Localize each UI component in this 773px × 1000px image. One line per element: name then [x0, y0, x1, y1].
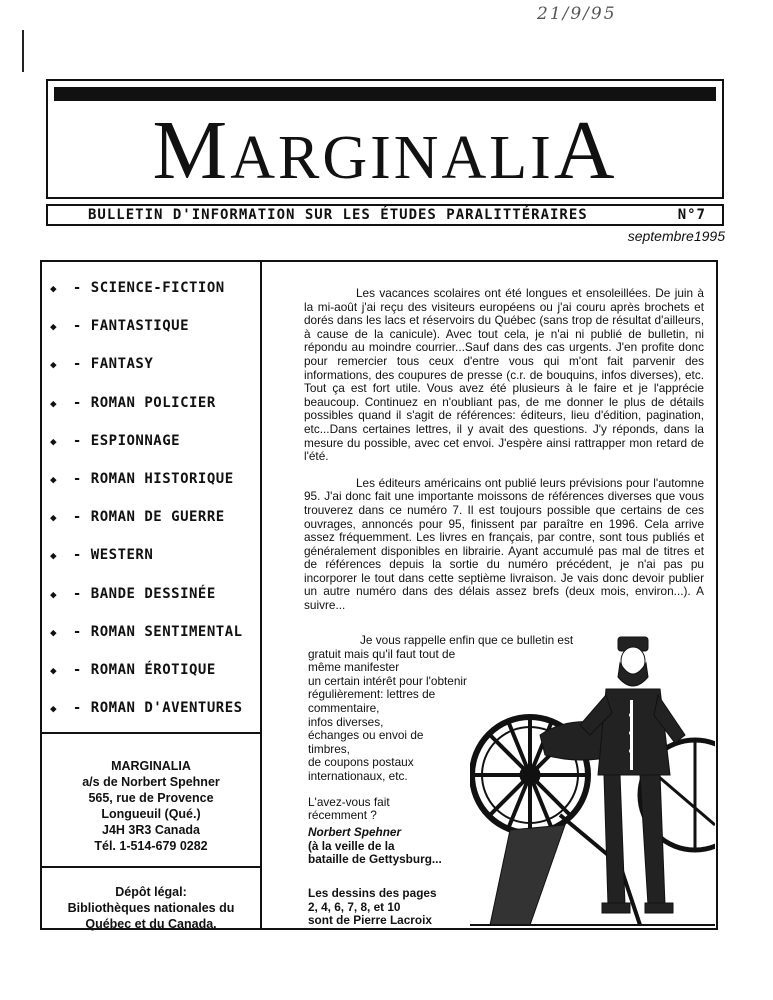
diamond-bullet-icon: ◆: [50, 549, 58, 563]
address-block: [40, 732, 262, 860]
diamond-bullet-icon: ◆: [50, 511, 58, 525]
handwritten-date: 21/9/95: [537, 4, 617, 24]
masthead-bar: [54, 87, 716, 101]
issue-number: N°7: [677, 207, 706, 223]
genre-item: [50, 433, 243, 471]
address-line: Longueuil (Qué.): [101, 807, 201, 821]
genre-label: - ROMAN SENTIMENTAL: [64, 623, 243, 640]
genre-label: - SCIENCE-FICTION: [64, 280, 225, 296]
issue-date: septembre1995: [627, 228, 725, 244]
diamond-bullet-icon: ◆: [50, 663, 58, 677]
credit-line: 2, 4, 6, 7, 8, et 10: [308, 899, 401, 914]
note-line: régulièrement: lettres de: [308, 687, 436, 702]
note-line: de coupons postaux: [308, 755, 414, 770]
note-line: timbres,: [308, 741, 350, 756]
genre-label: - ROMAN HISTORIQUE: [64, 470, 234, 487]
note-line: échanges ou envoi de: [308, 728, 424, 743]
genre-label: - FANTASY: [64, 356, 154, 373]
diamond-bullet-icon: ◆: [50, 434, 58, 448]
note-line: internationaux, etc.: [308, 768, 408, 783]
subtitle: BULLETIN D'INFORMATION SUR LES ÉTUDES PARALITTÉRAIRES: [88, 207, 588, 223]
genre-item: [50, 509, 243, 547]
address-line: a/s de Norbert Spehner: [82, 775, 220, 789]
illustration-credits: [308, 887, 437, 928]
genre-label: - ESPIONNAGE: [64, 432, 181, 449]
signature-name: Norbert Spehner: [308, 825, 402, 839]
depot-line: Bibliothèques nationales du: [67, 901, 235, 915]
note-line: infos diverses,: [308, 714, 384, 729]
genre-list: [50, 280, 243, 738]
address-line: J4H 3R3 Canada: [102, 823, 200, 837]
paragraph: Les vacances scolaires ont été longues et ensoleillées. De juin à la mi-août j'ai reçu des visiteurs européens ou j'ai couru après brochets et dorés dans les lacs et réservoirs du Québec (sans trop de résultat d'ailleurs, à cause de la canicule). Avec tout cela, je n'ai ni publié de bulletin, ni répondu au moindre courrier...Sauf dans des cas urgents. J'en profite donc pour remercier tous ceux d'entre vous qui m'ont fait parvenir des informations, des coupures de presse (c.r. de bouquins, infos diverses), etc. Tout ça est fort utile. Vous avez été plusieurs à le faire et je l'apprécie beaucoup. Continuez en n'oubliant pas, de me donner le plus de détails possibles quand il s'agit de références: éditeurs, lieu d'édition, pagination, etc...Dans certaines lettres, il y avait des questions. J'y réponds, dans la mesure du possible, avec cet envoi. J'espère ainsi rattrapper mon retard de l'été.: [304, 286, 704, 464]
diamond-bullet-icon: ◆: [50, 472, 58, 486]
note-line: Je vous rappelle enfin que ce bulletin est: [360, 633, 574, 647]
diamond-bullet-icon: ◆: [50, 587, 58, 601]
address-line: 565, rue de Provence: [88, 791, 214, 805]
genre-label: - ROMAN D'AVENTURES: [64, 700, 243, 717]
genre-item: [50, 547, 243, 585]
note-line: un certain intérêt pour l'obtenir: [308, 673, 467, 688]
diamond-bullet-icon: ◆: [50, 358, 58, 372]
soldier-cannon-illustration: [470, 625, 715, 930]
depot-line: Québec et du Canada.: [85, 917, 217, 931]
genre-label: - ROMAN POLICIER: [64, 394, 216, 411]
diamond-bullet-icon: ◆: [50, 702, 58, 716]
genre-item: [50, 318, 243, 356]
genre-item: [50, 586, 243, 624]
genre-label: - BANDE DESSINÉE: [64, 585, 216, 602]
credit-line: sont de Pierre Lacroix: [308, 913, 432, 928]
address-line: MARGINALIA: [111, 759, 191, 773]
genre-item: [50, 471, 243, 509]
genre-item: [50, 280, 243, 318]
genre-label: - WESTERN: [64, 547, 154, 564]
diamond-bullet-icon: ◆: [50, 282, 58, 295]
genre-item: [50, 662, 243, 700]
diamond-bullet-icon: ◆: [50, 396, 58, 410]
paragraph: Les éditeurs américains ont publié leurs prévisions pour l'automne 95. J'ai donc fait une importante moissons de références diverses que vous trouverez dans ce numéro 7. Il est toujours possible que certains de ces ouvrages, annoncés pour 95, finissent par paraître en 1996. Cela arrive assez fréquemment. Les livres en français, par contre, sont tous publiés et généralement disponibles en librairie. Ayant accumulé pas mal de titres et de références depuis la sortie du numéro précédent, je n'ai pas pu incorporer le tout dans cette septième livraison. Je vais donc devoir publier un autre numéro dans des délais assez brefs (deux mois, environ...). A suivre...: [304, 475, 704, 613]
note-line: gratuit mais qu'il faut tout de même manifester: [308, 646, 456, 675]
credit-line: Les dessins des pages: [308, 886, 437, 900]
signature-block: [308, 826, 442, 867]
editorial-text: [304, 287, 704, 626]
diamond-bullet-icon: ◆: [50, 625, 58, 639]
genre-label: - ROMAN ÉROTIQUE: [64, 661, 216, 678]
margin-mark: [22, 30, 24, 72]
signature-line: bataille de Gettysburg...: [308, 852, 442, 867]
genre-item: [50, 624, 243, 662]
note-line: commentaire,: [308, 700, 380, 715]
genre-item: [50, 356, 243, 394]
signature-line: (à la veille de la: [308, 838, 395, 853]
question-line: récemment ?: [308, 808, 377, 823]
genre-label: - FANTASTIQUE: [64, 318, 190, 335]
masthead: [46, 79, 724, 199]
genre-label: - ROMAN DE GUERRE: [64, 509, 225, 526]
newsletter-title: MARGINALIA: [152, 104, 618, 197]
genre-item: [50, 395, 243, 433]
question-line: L'avez-vous fait: [308, 794, 390, 809]
diamond-bullet-icon: ◆: [50, 320, 58, 334]
legal-deposit-block: [40, 866, 262, 930]
depot-line: Dépôt légal:: [115, 885, 187, 899]
address-line: Tél. 1-514-679 0282: [94, 839, 208, 853]
subscription-note: [308, 633, 574, 823]
subtitle-bar: [46, 204, 724, 226]
